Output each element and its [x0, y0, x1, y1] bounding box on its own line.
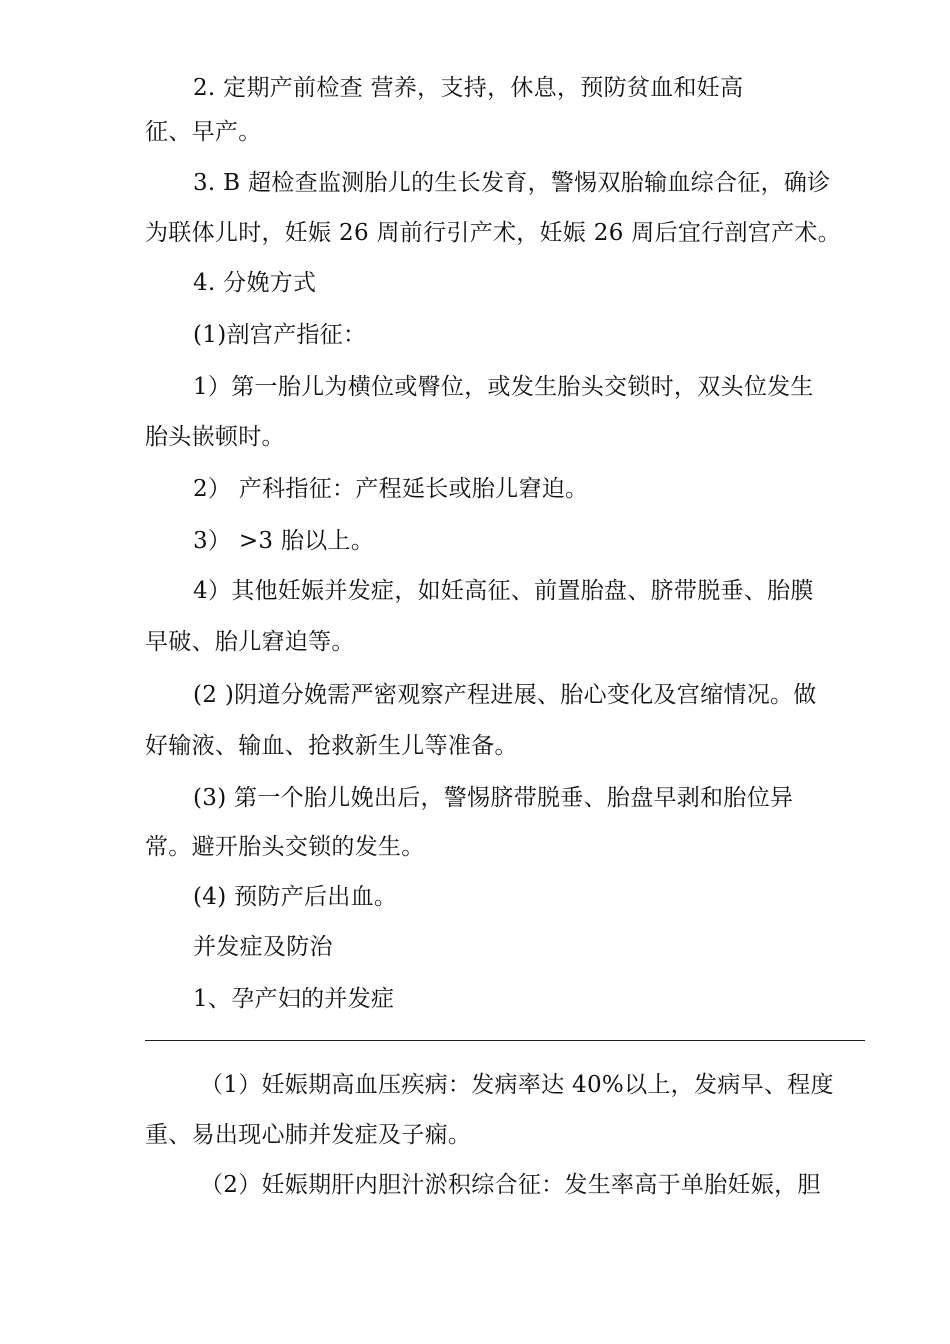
subsection-heading: 1、孕产妇的并发症 [193, 986, 395, 1012]
list-item-line: 4）其他妊娠并发症，如妊高征、前置胎盘、脐带脱垂、胎膜 [193, 578, 814, 604]
list-item-line: 早破、胎儿窘迫等。 [145, 629, 355, 655]
paragraph-line: 常。避开胎头交锁的发生。 [145, 834, 425, 860]
paragraph-line: 重、易出现心肺并发症及子痫。 [145, 1122, 472, 1148]
paragraph-line: 好输液、输血、抢救新生儿等准备。 [145, 733, 518, 759]
paragraph-line: （1）妊娠期高血压疾病：发病率达 40%以上，发病早、程度 [200, 1072, 834, 1098]
list-item-line: 2） 产科指征：产程延长或胎儿窘迫。 [193, 476, 589, 502]
paragraph-line: (2 )阴道分娩需严密观察产程进展、胎心变化及宫缩情况。做 [193, 682, 817, 708]
paragraph-line: 2. 定期产前检查 营养，支持，休息，预防贫血和妊高 [193, 75, 744, 101]
horizontal-divider [145, 1040, 865, 1041]
paragraph-line: (3) 第一个胎儿娩出后，警惕脐带脱垂、胎盘早剥和胎位异 [193, 785, 794, 811]
section-heading: 4. 分娩方式 [193, 270, 317, 296]
paragraph-line: 为联体儿时，妊娠 26 周前行引产术，妊娠 26 周后宜行剖宫产术。 [145, 220, 841, 246]
list-item-line: 3） >3 胎以上。 [193, 528, 375, 554]
paragraph-line: 征、早产。 [145, 119, 262, 145]
paragraph-line: 3. B 超检查监测胎儿的生长发育，警惕双胎输血综合征，确诊 [193, 170, 831, 196]
subsection-heading: (1)剖宫产指征： [193, 322, 367, 348]
paragraph-line: （2）妊娠期肝内胆汁淤积综合征：发生率高于单胎妊娠，胆 [200, 1172, 821, 1198]
list-item-line: 1）第一胎儿为横位或臀位，或发生胎头交锁时，双头位发生 [193, 374, 814, 400]
list-item-line: 胎头嵌顿时。 [145, 424, 285, 450]
section-heading: 并发症及防治 [193, 934, 333, 960]
paragraph-line: (4) 预防产后出血。 [193, 884, 398, 910]
